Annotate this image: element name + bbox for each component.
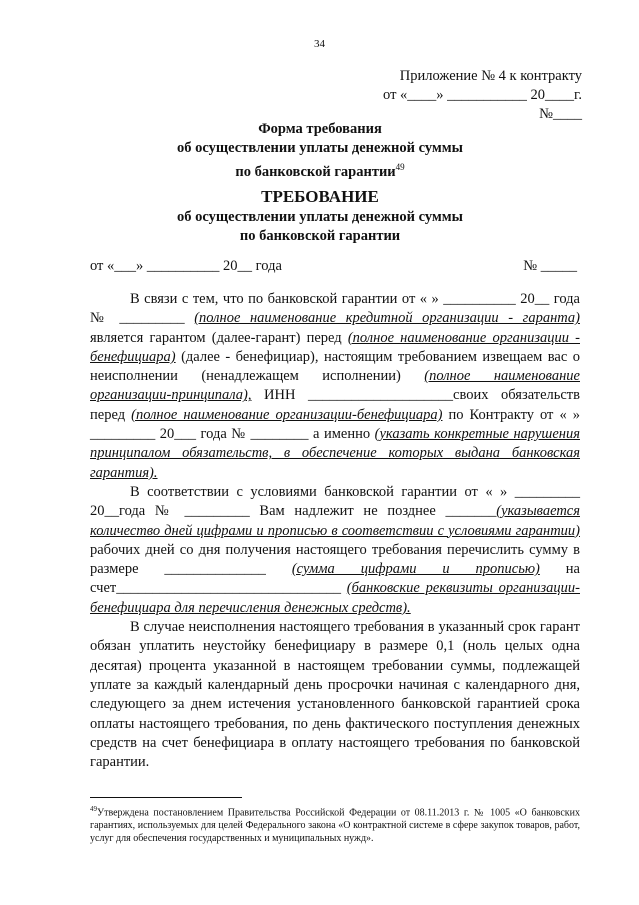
- form-title-line2: об осуществлении уплаты денежной суммы: [177, 140, 463, 156]
- paragraph-1: [90, 290, 580, 483]
- footnote: [90, 803, 580, 845]
- p1-text-c: является гарантом (далее-гарант) перед: [90, 329, 348, 346]
- form-title: [70, 120, 570, 182]
- form-title-line3: [70, 158, 570, 182]
- p1-text-g: ИНН ____________________своих обязательств перед: [90, 387, 580, 423]
- paragraph-2: [90, 483, 580, 618]
- form-title-line1: Форма требования: [258, 121, 382, 137]
- requirement-heading: ТРЕБОВАНИЕ: [261, 187, 379, 206]
- annex-date-line: от «____» ___________ 20____г. №____: [383, 87, 582, 122]
- document-body: [90, 290, 580, 772]
- p1-text-a: В связи с тем, что по банковской гарантии от « » __________ 20__ года № _________: [90, 291, 580, 327]
- p2-days-placeholder: (указывается количество дней цифрами и прописью в соответствии с условиями гарантии): [90, 503, 580, 539]
- requirement-number: № _____: [523, 258, 577, 274]
- p2-bank-details-placeholder: (банковские реквизиты организации-бенефициара для перечисления денежных средств).: [90, 580, 580, 616]
- p1-text-e: (далее - бенефициар), настоящим требованием извещаем вас о неисполнении (ненадлежащем исполнении): [90, 348, 580, 385]
- annex-header: [360, 67, 582, 124]
- requirement-subtitle-line1: об осуществлении уплаты денежной суммы: [177, 209, 463, 225]
- requirement-date-line: [90, 258, 577, 275]
- requirement-title: [70, 186, 570, 246]
- p2-text-c: рабочих дней со дня получения настоящего требования перечислить сумму в размере ______________: [90, 541, 580, 578]
- p1-beneficiary-placeholder-2: (полное наименование организации-бенефициара): [131, 406, 443, 423]
- footnote-divider: [90, 797, 242, 798]
- footnote-mark: 49: [90, 805, 97, 813]
- p1-beneficiary-placeholder: (полное наименование организации - бенефициара): [90, 329, 580, 365]
- p2-text-e: на счет_______________________________: [90, 561, 580, 597]
- paragraph-3: В случае неисполнения настоящего требования в указанный срок гарант обязан уплатить неустойку бенефициару в размере 0,1 (ноль целых одна десятая) процента указанной в настоящем требовании суммы, подлежащей уплате за каждый календарный день просрочки начиная с календарного дня, следующего за днем истечения установленного банковской гарантией срока оплаты настоящего требования, по день фактического поступления денежных средств на счет бенефициара в оплату настоящего требования по банковской гарантии.: [90, 619, 580, 771]
- p2-sum-placeholder: (сумма цифрами и прописью): [291, 561, 540, 578]
- footnote-text: Утверждена постановлением Правительства Российской Федерации от 08.11.2013 г. № 1005 «О банковских гарантиях, используемых для целей Федерального закона «О контрактной системе в сфере закупок товаров, работ, услуг для обеспечения государственных и муниципальных нужд».: [90, 807, 580, 845]
- form-title-line3-text: по банковской гарантии: [235, 163, 396, 180]
- footnote-reference: 49: [395, 162, 405, 172]
- page-number: 34: [314, 38, 325, 50]
- p1-principal-placeholder: (полное наименование организации-принципала),: [90, 368, 580, 404]
- p1-text-i: по Контракту от « » _________ 20___ года № ________ а именно: [90, 406, 580, 443]
- requirement-date: от «___» __________ 20__ года: [90, 258, 282, 274]
- p1-guarantor-placeholder: (полное наименование кредитной организации - гаранта): [194, 310, 580, 327]
- requirement-subtitle-line2: по банковской гарантии: [239, 228, 401, 244]
- p1-violations-placeholder: (указать конкретные нарушения принципалом обязательств, в обеспечение которых выдана банковская гарантия).: [90, 426, 580, 481]
- annex-title: Приложение № 4 к контракту: [399, 68, 582, 84]
- p2-text-a: В соответствии с условиями банковской гарантии от « » _________ 20__года № _________ Вам надлежит не позднее _______: [90, 483, 580, 520]
